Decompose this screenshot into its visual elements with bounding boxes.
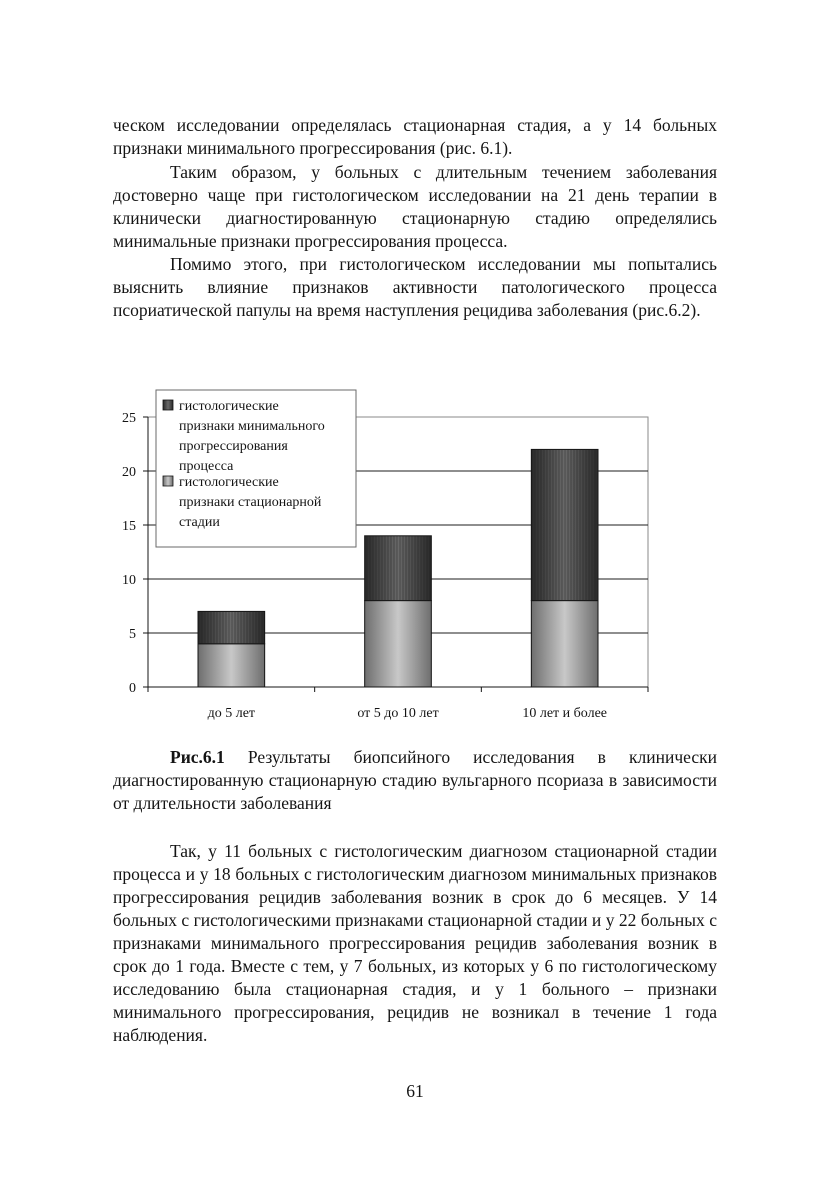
legend-line: гистологические xyxy=(179,475,279,490)
paragraph-continued: ческом исследовании определялась стационарная стадия, а у 14 больных признаки минимального прогрессирования (рис. 6.1). xyxy=(113,115,717,158)
x-category-label: до 5 лет xyxy=(207,706,256,721)
paragraph-results: Так, у 11 больных с гистологическим диагнозом стационарной стадии процесса и у 18 больных с гистологическим диагнозом минимальных признаков прогрессирования рецидив заболевания возник в срок до 6 месяцев. У 14 больных с гистологическими признаками стационарной стадии и у 22 больных с признаками минимального прогрессирования рецидив заболевания возник в срок до 1 года. Вместе с тем, у 7 больных, из которых у 6 по гистологическому исследованию была стационарная стадия, и у 1 больного – признаки минимального прогрессирования, рецидив не возникал в течение 1 года наблюдения. xyxy=(113,841,717,1045)
y-tick-label: 25 xyxy=(122,411,136,426)
y-tick-label: 0 xyxy=(129,681,136,696)
y-tick-label: 20 xyxy=(122,465,136,480)
figure-label: Рис.6.1 xyxy=(170,747,225,767)
bar-segment-texture xyxy=(365,536,432,601)
legend-line: процесса xyxy=(179,459,234,474)
legend xyxy=(156,390,356,547)
paragraph-intro-figure: Помимо этого, при гистологическом исследовании мы попытались выяснить влияние признаков активности патологического процесса псориатической папулы на время наступления рецидива заболевания (рис.6.2). xyxy=(113,254,717,320)
legend-line: признаки минимального xyxy=(179,419,325,434)
bar-segment-texture xyxy=(531,449,598,600)
figure-caption xyxy=(113,746,717,815)
page-number: 61 xyxy=(406,1081,424,1101)
y-tick-label: 5 xyxy=(129,627,136,642)
bar-segment xyxy=(531,601,598,687)
legend-line: признаки стационарной xyxy=(179,495,322,510)
bar-segment xyxy=(198,644,265,687)
y-tick-label: 15 xyxy=(122,519,136,534)
legend-line: гистологические xyxy=(179,399,279,414)
y-tick-label: 10 xyxy=(122,573,136,588)
legend-line: стадии xyxy=(179,515,220,530)
legend-swatch-progression xyxy=(163,400,173,410)
bar-segment xyxy=(365,601,432,687)
legend-swatch-stationary xyxy=(163,476,173,486)
bar-segment-texture xyxy=(198,611,265,643)
paragraph-conclusion: Таким образом, у больных с длительным течением заболевания достоверно чаще при гистологическом исследовании на 21 день терапии в клинически диагностированную стационарную стадию определялись минимальные признаки прогрессирования процесса. xyxy=(113,162,717,251)
figure-caption-text: Результаты биопсийного исследования в клинически диагностированную стационарную стадию вульгарного псориаза в зависимости от длительности заболевания xyxy=(113,747,717,813)
x-category-label: от 5 до 10 лет xyxy=(357,706,439,721)
legend-line: прогрессирования xyxy=(179,439,288,454)
x-category-label: 10 лет и более xyxy=(522,706,608,721)
